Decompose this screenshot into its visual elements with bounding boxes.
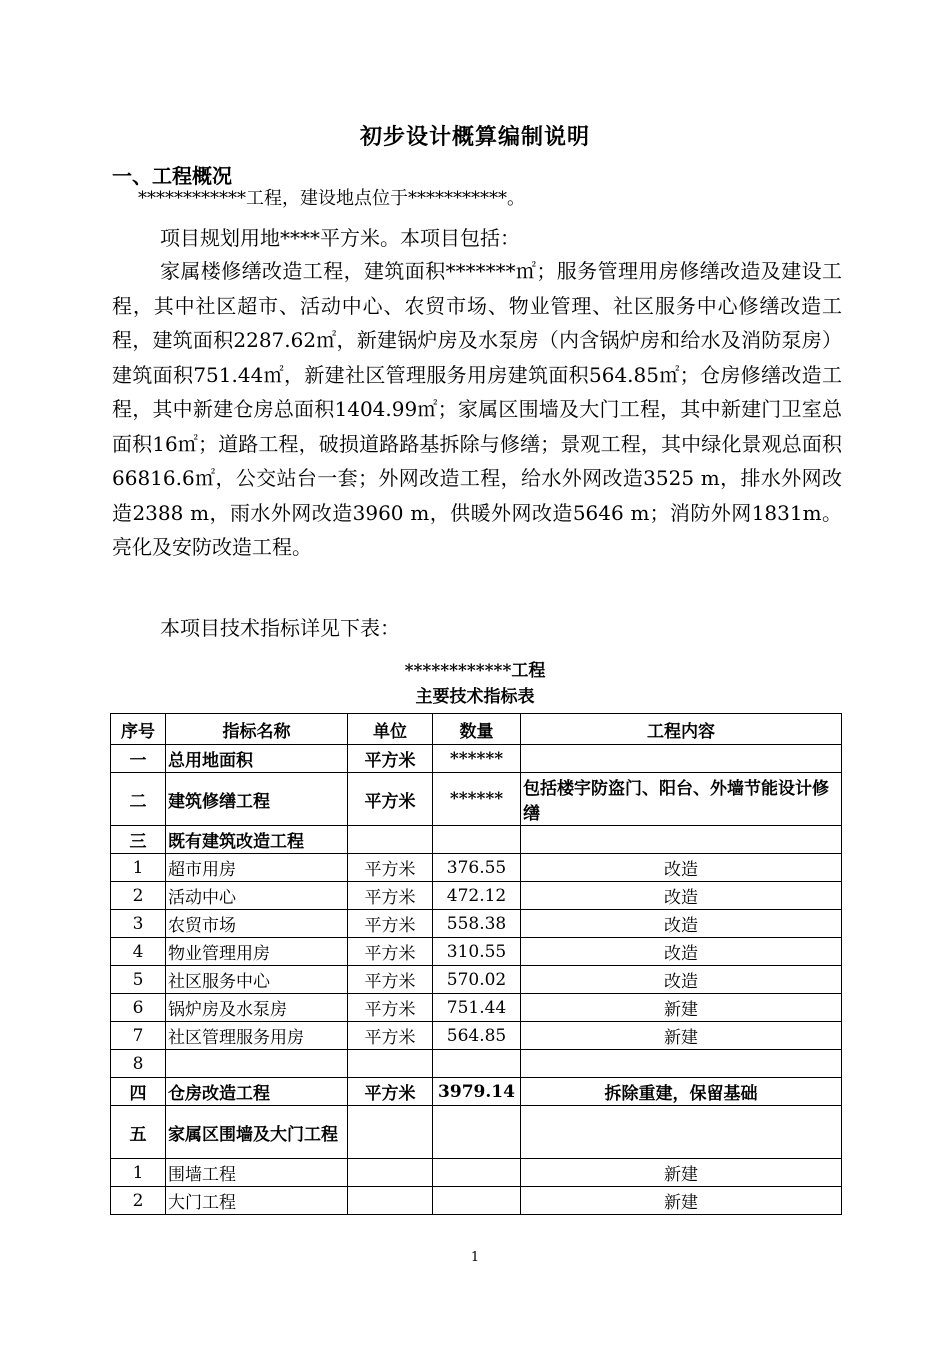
cell-qty: 310.55 [433,938,521,966]
cell-content: 改造 [521,910,842,938]
cell-unit: 平方米 [348,966,433,994]
cell-qty: ****** [433,745,521,773]
cell-name: 农贸市场 [166,910,348,938]
table-row [111,1050,842,1078]
page-number: 1 [470,1250,480,1265]
cell-qty [433,826,521,854]
indicator-table [110,713,842,1215]
cell-content [521,1106,842,1159]
cell-no: 2 [111,882,166,910]
cell-unit: 平方米 [348,1022,433,1050]
header-content: 工程内容 [521,714,842,745]
cell-name [166,1050,348,1078]
cell-content [521,745,842,773]
document-title: 初步设计概算编制说明 [359,124,590,150]
table-row [111,1078,842,1106]
cell-name: 社区服务中心 [166,966,348,994]
cell-no: 2 [111,1187,166,1215]
table-row [111,966,842,994]
cell-no: 7 [111,1022,166,1050]
cell-content: 改造 [521,854,842,882]
table-row [111,882,842,910]
header-name: 指标名称 [166,714,348,745]
cell-unit: 平方米 [348,882,433,910]
cell-qty: 558.38 [433,910,521,938]
table-caption-project: ************工程 [404,661,546,681]
table-row [111,938,842,966]
table-row [111,1159,842,1187]
cell-unit: 平方米 [348,1078,433,1106]
cell-unit [348,1050,433,1078]
cell-name: 社区管理服务用房 [166,1022,348,1050]
table-row [111,1187,842,1215]
cell-content: 改造 [521,882,842,910]
cell-name: 活动中心 [166,882,348,910]
cell-content [521,1050,842,1078]
cell-unit: 平方米 [348,938,433,966]
cell-name: 围墙工程 [166,1159,348,1187]
cell-content: 新建 [521,1187,842,1215]
cell-unit [348,1159,433,1187]
cell-unit: 平方米 [348,773,433,826]
table-body [111,745,842,1215]
cell-unit: 平方米 [348,745,433,773]
header-unit: 单位 [348,714,433,745]
cell-qty [433,1106,521,1159]
header-qty: 数量 [433,714,521,745]
cell-qty [433,1187,521,1215]
land-line: 项目规划用地****平方米。本项目包括： [160,226,520,250]
cell-name: 既有建筑改造工程 [166,826,348,854]
table-caption-title: 主要技术指标表 [415,687,535,707]
cell-qty: 376.55 [433,854,521,882]
cell-name: 物业管理用房 [166,938,348,966]
cell-no: 四 [111,1078,166,1106]
cell-no: 五 [111,1106,166,1159]
cell-content: 改造 [521,966,842,994]
cell-no: 3 [111,910,166,938]
cell-name: 总用地面积 [166,745,348,773]
scope-paragraph: 家属楼修缮改造工程，建筑面积*******㎡；服务管理用房修缮改造及建设工程，其中社区超市、活动中心、农贸市场、物业管理、社区服务中心修缮改造工程，建筑面积2287.62㎡，新建锅炉房及水泵房（内含锅炉房和给水及消防泵房）建筑面积751.44㎡，新建社区管理服务用房建筑面积564.85㎡；仓房修缮改造工程，其中新建仓房总面积1404.99㎡；家属区围墙及大门工程，其中新建门卫室总面积16㎡；道路工程，破损道路路基拆除与修缮；景观工程，其中绿化景观总面积66816.6㎡，公交站台一套；外网改造工程，给水外网改造3525 m，排水外网改造2388 m，雨水外网改造3960 m，供暖外网改造5646 m；消防外网1831m。亮化及安防改造工程。 [112,259,842,559]
cell-unit: 平方米 [348,854,433,882]
cell-content: 新建 [521,1022,842,1050]
cell-content: 改造 [521,938,842,966]
cell-no: 6 [111,994,166,1022]
table-row [111,854,842,882]
cell-name: 建筑修缮工程 [166,773,348,826]
cell-qty: 3979.14 [433,1078,521,1106]
cell-unit: 平方米 [348,994,433,1022]
cell-content: 新建 [521,994,842,1022]
table-row [111,910,842,938]
cell-qty [433,1050,521,1078]
cell-unit [348,1187,433,1215]
cell-qty [433,1159,521,1187]
cell-content [521,826,842,854]
table-row [111,1022,842,1050]
cell-qty: 564.85 [433,1022,521,1050]
cell-content: 拆除重建，保留基础 [521,1078,842,1106]
cell-no: 三 [111,826,166,854]
table-row [111,826,842,854]
cell-no: 8 [111,1050,166,1078]
table-row [111,773,842,826]
cell-no: 5 [111,966,166,994]
cell-name: 锅炉房及水泵房 [166,994,348,1022]
cell-unit [348,1106,433,1159]
cell-unit: 平方米 [348,910,433,938]
cell-unit [348,826,433,854]
cell-qty: 751.44 [433,994,521,1022]
table-header-row [111,714,842,745]
cell-qty: 570.02 [433,966,521,994]
cell-name: 家属区围墙及大门工程 [166,1106,348,1159]
table-row [111,1106,842,1159]
cell-name: 大门工程 [166,1187,348,1215]
cell-name: 仓房改造工程 [166,1078,348,1106]
cell-no: 一 [111,745,166,773]
header-no: 序号 [111,714,166,745]
cell-content: 新建 [521,1159,842,1187]
location-line: ************工程，建设地点位于***********。 [138,188,525,209]
cell-qty: ****** [433,773,521,826]
section-heading: 一、工程概况 [112,164,232,188]
cell-no: 4 [111,938,166,966]
table-intro-line: 本项目技术指标详见下表： [160,616,400,640]
table-row [111,994,842,1022]
cell-content: 包括楼宇防盗门、阳台、外墙节能设计修缮 [521,773,842,826]
table-row [111,745,842,773]
cell-no: 1 [111,1159,166,1187]
cell-name: 超市用房 [166,854,348,882]
cell-qty: 472.12 [433,882,521,910]
cell-no: 1 [111,854,166,882]
cell-no: 二 [111,773,166,826]
